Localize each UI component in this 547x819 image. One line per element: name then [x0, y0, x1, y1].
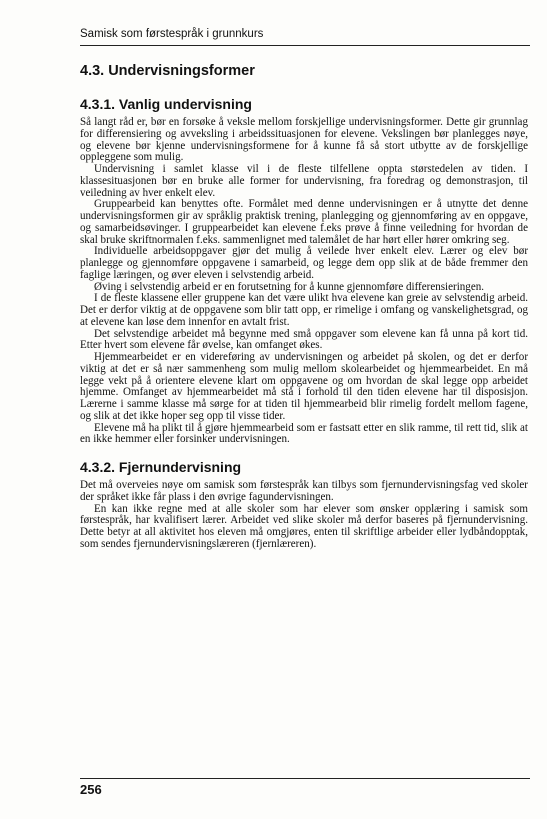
- page-number: 256: [80, 782, 102, 797]
- section-heading: 4.3. Undervisningsformer: [80, 63, 255, 79]
- footer-rule: [80, 778, 530, 779]
- paragraph: Individuelle arbeidsoppgaver gjør det mulig å veilede hver enkelt elev. Lærer og elev bør planlegge og gjennomføre oppgavene i samarbeid, og legge dem opp slik at de både fremmer den faglige læringen, og øver eleven i selvstendig arbeid.: [80, 245, 528, 281]
- running-header: Samisk som førstespråk i grunnkurs: [80, 28, 264, 40]
- paragraph: Undervisning i samlet klasse vil i de fleste tilfellene oppta størstedelen av tiden. I klassesituasjonen bør en bruke alle former for undervisning, fra foredrag og demonstrasjon, til veiledning av hver enkelt elev.: [80, 163, 528, 199]
- subsection-heading-fjern: 4.3.2. Fjernundervisning: [80, 459, 242, 475]
- paragraph: Øving i selvstendig arbeid er en forutsetning for å kunne gjennomføre differensieringen.: [94, 280, 485, 293]
- paragraph: Det må overveies nøye om samisk som førstespråk kan tilbys som fjernundervisningsfag ved skoler der språket ikke får plass i den øvrige fagundervisningen.: [80, 479, 528, 503]
- header-rule: [80, 45, 530, 46]
- paragraph: I de fleste klassene eller gruppene kan det være ulikt hva elevene kan greie av selvstendig arbeid. Det er derfor viktig at de oppgavene som blir tatt opp, er rimelige i omfang og vanskelighetsgrad, og at elevene kan løse dem innenfor en avtalt frist.: [80, 292, 528, 328]
- subsection-heading-vanlig: 4.3.1. Vanlig undervisning: [80, 96, 252, 112]
- paragraph: En kan ikke regne med at alle skoler som har elever som ønsker opplæring i samisk som førstespråk, har kvalifisert lærer. Arbeidet ved slike skoler må derfor baseres på fjernundervisning. Dette betyr at all aktivitet hos eleven må omgjøres, enten til skriftlige arbeider eller lydbåndopptak, som sendes fjernundervisningslæreren (fjernlæreren).: [80, 502, 528, 550]
- paragraph: Så langt råd er, bør en forsøke å veksle mellom forskjellige undervisningsformer. Dette gir grunnlag for differensiering og avveksling i arbeidssituasjonen for elevene. Vekslingen bør planlegges nøye, og elevene bør kjenne undervisningsformene for å kunne få så stort utbytte av de forskjellige oppleggene som mulig.: [80, 116, 528, 164]
- paragraph: Gruppearbeid kan benyttes ofte. Formålet med denne undervisningen er å utnytte det denne undervisningsformen gir av språklig praktisk trening, planlegging og gjennomføring av en oppgave, og samarbeidsøvinger. I gruppearbeidet kan elevene f.eks prøve å finne veiledning for hvordan de skal bruke skriftnormalen f.eks. sammenlignet med talemålet de har hørt eller hører omkring seg.: [80, 198, 528, 246]
- paragraph: Elevene må ha plikt til å gjøre hjemmearbeid som er fastsatt etter en slik ramme, til rett tid, slik at en ikke hemmer eller forsinker undervisningen.: [80, 421, 528, 446]
- page-body: [80, 62, 528, 551]
- paragraph: Det selvstendige arbeidet må begynne med små oppgaver som elevene kan få unna på kort tid. Etter hvert som elevene får øvelse, kan omfanget økes.: [80, 327, 528, 352]
- paragraph: Hjemmearbeidet er en videreføring av undervisningen og arbeidet på skolen, og det er derfor viktig at det er så nær sammenheng som mulig mellom skolearbeidet og hjemmearbeidet. En må legge vekt på å orientere elevene klart om oppgavene og om hvordan de skal legge opp arbeidet hjemme. Omfanget av hjemmearbeidet må stå i forhold til den tiden elevene har til disposisjon. Lærerne i samme klasse må sørge for at tiden til hjemmearbeid blir rimelig fordelt mellom fagene, og slik at det ikke hoper seg opp til visse tider.: [80, 351, 528, 422]
